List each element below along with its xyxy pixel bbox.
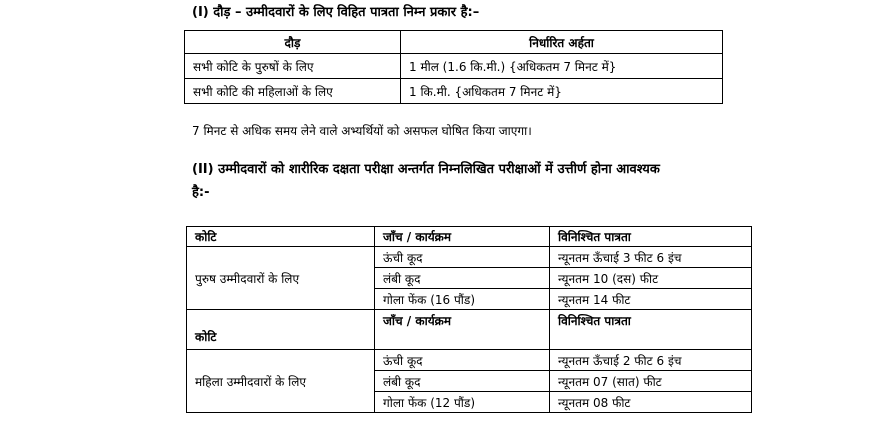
- tests-header-category: कोटि: [187, 227, 375, 247]
- female-test-header: जाँच / कार्यक्रम: [375, 310, 550, 350]
- running-category: सभी कोटि के पुरुषों के लिए: [185, 54, 401, 79]
- female-category-header: कोटि: [187, 310, 375, 350]
- test-name: ऊंची कूद: [375, 247, 550, 268]
- running-note: 7 मिनट से अधिक समय लेने वाले अभ्यर्थियों को असफल घोषित किया जाएगा।: [192, 124, 532, 138]
- running-category: सभी कोटि की महिलाओं के लिए: [185, 79, 401, 104]
- table-row: [187, 247, 752, 268]
- test-name: गोला फेंक (12 पौंड): [375, 392, 550, 413]
- female-qualification-header: विनिश्चित पात्रता: [550, 310, 752, 350]
- test-name: गोला फेंक (16 पौंड): [375, 289, 550, 310]
- test-name: लंबी कूद: [375, 371, 550, 392]
- test-requirement: न्यूनतम ऊँचाई 2 फीट 6 इंच: [550, 350, 752, 371]
- test-requirement: न्यूनतम 07 (सात) फीट: [550, 371, 752, 392]
- tests-header-test: जाँच / कार्यक्रम: [375, 227, 550, 247]
- running-header-race: दौड़: [185, 31, 401, 54]
- table-row: [185, 79, 723, 104]
- test-requirement: न्यूनतम 14 फीट: [550, 289, 752, 310]
- test-requirement: न्यूनतम 08 फीट: [550, 392, 752, 413]
- running-requirement: 1 मील (1.6 कि.मी.) {अधिकतम 7 मिनट में}: [401, 54, 723, 79]
- female-category: महिला उम्मीदवारों के लिए: [187, 350, 375, 413]
- running-table: [184, 30, 723, 104]
- table-row: [187, 350, 752, 371]
- test-name: ऊंची कूद: [375, 350, 550, 371]
- running-requirement: 1 कि.मी. {अधिकतम 7 मिनट में}: [401, 79, 723, 104]
- running-header-qualification: निर्धारित अर्हता: [401, 31, 723, 54]
- table-row: [185, 54, 723, 79]
- male-category: पुरुष उम्मीदवारों के लिए: [187, 247, 375, 310]
- section2-heading-line2: है:-: [192, 185, 210, 200]
- test-requirement: न्यूनतम 10 (दस) फीट: [550, 268, 752, 289]
- tests-header-qualification: विनिश्चित पात्रता: [550, 227, 752, 247]
- physical-tests-table: [186, 226, 752, 413]
- test-name: लंबी कूद: [375, 268, 550, 289]
- test-requirement: न्यूनतम ऊँचाई 3 फीट 6 इंच: [550, 247, 752, 268]
- section2-heading-line1: (II) उम्मीदवारों को शारीरिक दक्षता परीक्षा अन्तर्गत निम्नलिखित परीक्षाओं में उत्तीर्ण होना आवश्यक: [192, 162, 660, 177]
- section1-heading: (I) दौड़ – उम्मीदवारों के लिए विहित पात्रता निम्न प्रकार है:–: [192, 5, 480, 20]
